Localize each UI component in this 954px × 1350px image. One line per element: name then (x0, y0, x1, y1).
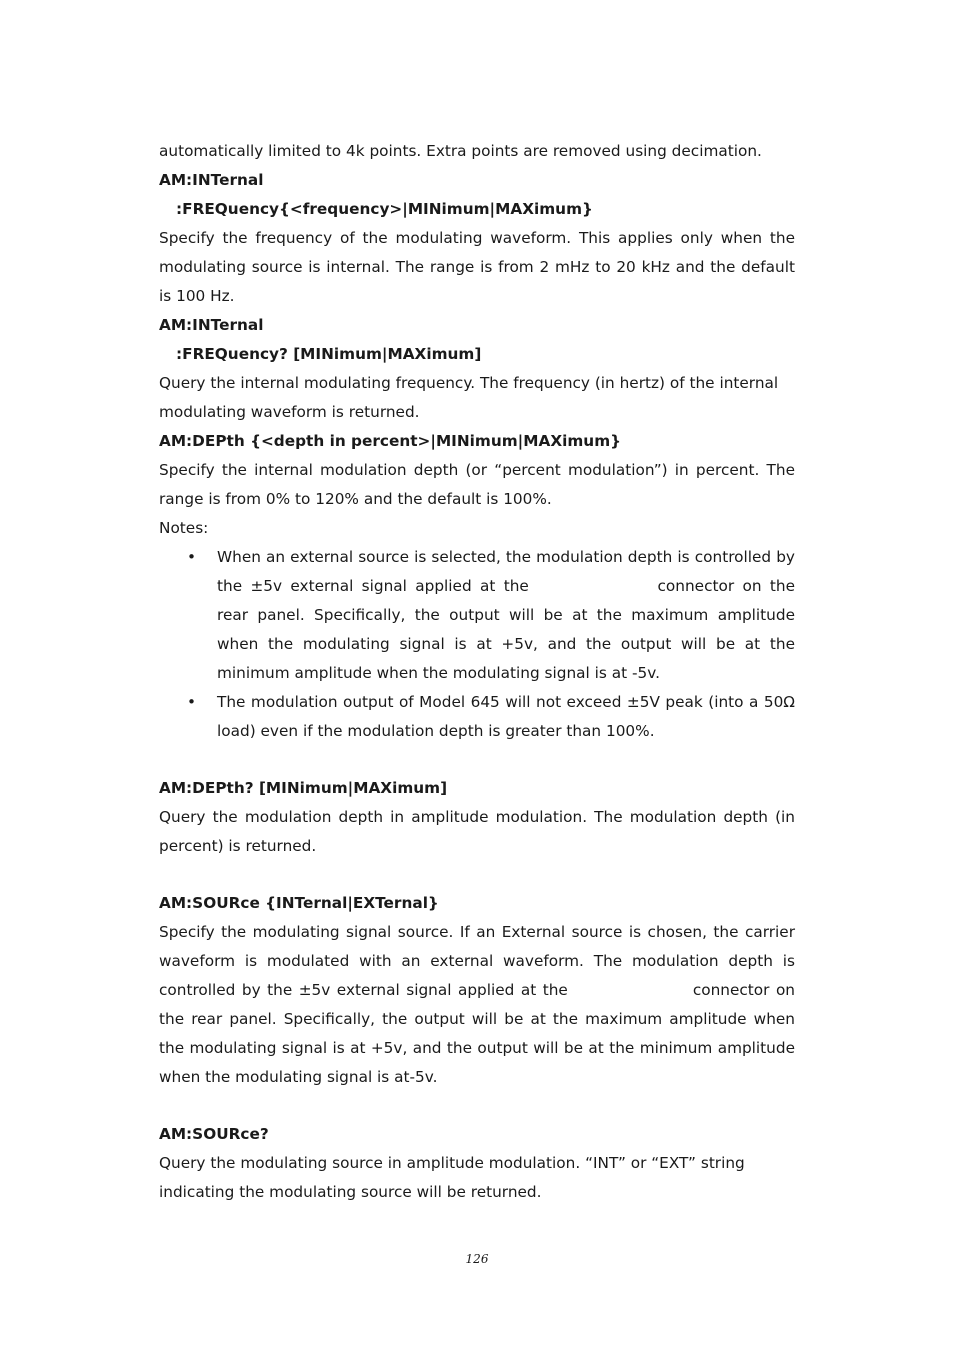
depth-query-description: Query the modulation depth in amplitude modulation. The modulation depth (in percent) is returned. (159, 808, 795, 855)
depth-command: AM:DEPth {<depth in percent>|MINimum|MAXimum} (159, 432, 622, 450)
source-description (159, 918, 795, 1092)
note-item (159, 688, 795, 746)
note1-text-part1: When an external source is selected, the modulation depth is controlled by the ±5v external signal applied at the (217, 548, 795, 595)
note2-text: The modulation output of Model 645 will not exceed ±5V peak (into a 50Ω load) even if the modulation depth is greater than 100%. (217, 693, 795, 740)
source-query-command: AM:SOURce? (159, 1125, 269, 1143)
source-command: AM:SOURce {INTernal|EXTernal} (159, 894, 439, 912)
source-desc-part2: connector on the rear panel. Specifically, the output will be at the maximum amplitude when the modulating signal is at +5v, and the output will be at the minimum amplitude when the modulating signal is at-5v. (159, 981, 795, 1086)
freq-command-line1: AM:INTernal (159, 171, 264, 189)
source-desc-part1: Specify the modulating signal source. If an External source is chosen, the carrier waveform is modulated with an external waveform. The modulation depth is controlled by the ±5v external signal applied at the (159, 923, 795, 999)
page-content (159, 137, 795, 1207)
note-item (159, 543, 795, 688)
freq-query-line1: AM:INTernal (159, 316, 264, 334)
depth-query-command: AM:DEPth? [MINimum|MAXimum] (159, 779, 448, 797)
intro-text: automatically limited to 4k points. Extra points are removed using decimation. (159, 142, 762, 160)
section-gap (159, 746, 795, 774)
bullet-icon: • (187, 548, 197, 566)
page-number: 126 (465, 1252, 489, 1266)
notes-label: Notes: (159, 519, 209, 537)
depth-description: Specify the internal modulation depth (or “percent modulation”) in percent. The range is from 0% to 120% and the default is 100%. (159, 461, 795, 508)
freq-query-line2: :FREQuency? [MINimum|MAXimum] (176, 345, 482, 363)
bullet-icon: • (187, 693, 197, 711)
section-gap (159, 1092, 795, 1120)
freq-command-line2: :FREQuency{<frequency>|MINimum|MAXimum} (176, 200, 593, 218)
source-query-description: Query the modulating source in amplitude modulation. “INT” or “EXT” string indicating the modulating source will be returned. (159, 1154, 745, 1201)
freq-description: Specify the frequency of the modulating waveform. This applies only when the modulating source is internal. The range is from 2 mHz to 20 kHz and the default is 100 Hz. (159, 229, 795, 305)
notes-list (159, 543, 795, 746)
freq-query-description: Query the internal modulating frequency. The frequency (in hertz) of the internal modulating waveform is returned. (159, 374, 779, 421)
note1-text-part2: connector on the rear panel. Specifically, the output will be at the maximum amplitude when the modulating signal is at +5v, and the output will be at the minimum amplitude when the modulating signal is at -5v. (217, 577, 795, 682)
section-gap (159, 861, 795, 889)
